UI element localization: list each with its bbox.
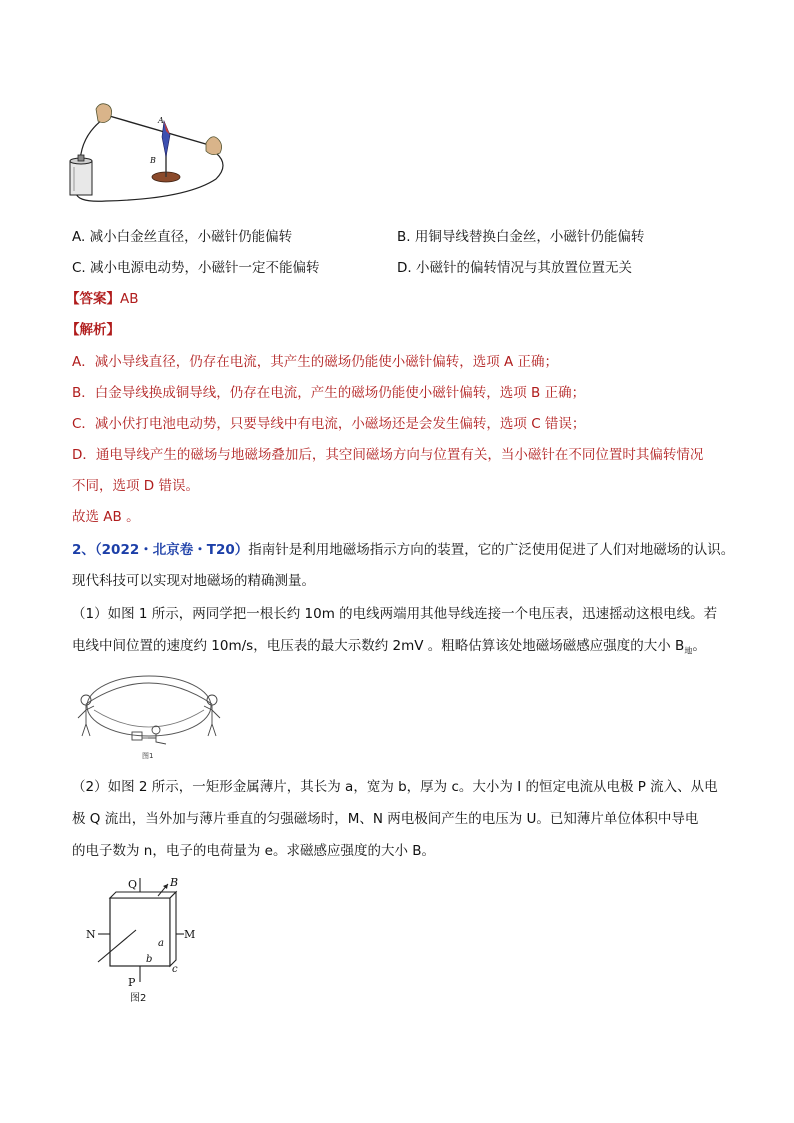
fig2-label-b-field: B (170, 876, 179, 889)
q2-part2-line2: 极 Q 流出，当外加与薄片垂直的匀强磁场时，M、N 两电极间产生的电压为 U。已知薄片单位体积中导电 (72, 811, 699, 827)
fig2-label-b: b (146, 954, 153, 965)
q2-stem1: 指南针是利用地磁场指示方向的装置，它的广泛使用促进了人们对地磁场的认识。 (248, 542, 735, 558)
fig2-label-a: a (158, 938, 164, 949)
analysis-line-a: A．减小导线直径，仍存在电流，其产生的磁场仍能使小磁针偏转，选项 A 正确； (72, 354, 559, 370)
analysis-line-c: C．减小伏打电池电动势，只要导线中有电流，小磁场还是会发生偏转，选项 C 错误； (72, 416, 586, 432)
fig2-label-m: M (184, 928, 196, 941)
fig2-label-n: N (86, 928, 96, 941)
analysis-line-b: B．白金导线换成铜导线，仍存在电流，产生的磁场仍能使小磁针偏转，选项 B 正确； (72, 385, 586, 401)
analysis-line-d1: D．通电导线产生的磁场与地磁场叠加后，其空间磁场方向与位置有关，当小磁针在不同位置时其偏转情况 (72, 447, 704, 463)
option-a: A. 减小白金丝直径，小磁针仍能偏转 (72, 229, 293, 245)
option-d: D. 小磁针的偏转情况与其放置位置无关 (397, 260, 632, 276)
analysis-line-d2: 不同，选项 D 错误。 (72, 478, 199, 494)
answer-label: 【答案】 (66, 291, 120, 307)
needle-label-b: B (150, 156, 156, 165)
option-b: B. 用铜导线替换白金丝，小磁针仍能偏转 (397, 229, 645, 245)
q2-number: 2、 (72, 542, 95, 558)
q2-part2-line1: （2）如图 2 所示，一矩形金属薄片，其长为 a，宽为 b，厚为 c。大小为 I 的恒定电流从电极 P 流入、从电 (72, 779, 718, 795)
figure-1-rope (74, 666, 224, 762)
q2-part2-line3: 的电子数为 n，电子的电荷量为 e。求磁感应强度的大小 B。 (72, 843, 435, 859)
q2-part1-line2 (72, 636, 706, 662)
answer-row (66, 289, 139, 309)
q2-part1-line1: （1）如图 1 所示，两同学把一根长约 10m 的电线两端用其他导线连接一个电压表，迅速摇动这根电线。若 (72, 606, 718, 622)
q2-part1-end: 。 (692, 638, 706, 654)
figure-2-plate (84, 874, 204, 1006)
analysis-label: 【解析】 (66, 322, 120, 338)
fig2-caption: 图2 (130, 993, 147, 1004)
q2-stem-line1 (72, 540, 734, 560)
fig2-label-p: P (128, 976, 136, 989)
apparatus-figure (66, 95, 246, 205)
option-c: C. 减小电源电动势，小磁针一定不能偏转 (72, 260, 320, 276)
figure-1-caption: 图1 (142, 752, 154, 760)
q2-stem-line2: 现代科技可以实现对地磁场的精确测量。 (72, 573, 315, 589)
answer-value: AB (120, 291, 139, 307)
q2-part1-sub: 地 (684, 646, 693, 656)
fig2-label-c: c (172, 964, 178, 975)
needle-label-a: A (158, 116, 164, 125)
analysis-conclusion: 故选 AB 。 (72, 509, 140, 525)
q2-source: （2022・北京卷・T20） (94, 542, 249, 558)
q2-part1-text: 电线中间位置的速度约 10m/s，电压表的最大示数约 2mV 。粗略估算该处地磁场磁感应强度的大小 B (72, 638, 685, 654)
fig2-label-q: Q (128, 878, 138, 891)
